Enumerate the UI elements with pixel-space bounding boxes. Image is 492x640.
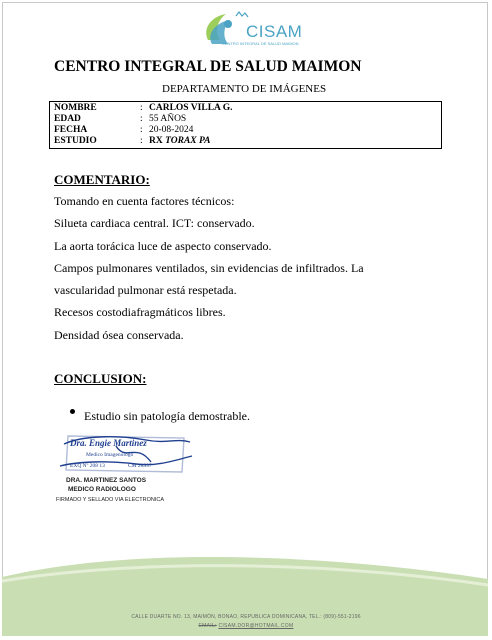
patient-name-value: CARLOS VILLA G. [149, 103, 233, 113]
footer-email-link[interactable]: CISAM.DOR@HOTMAIL.COM [218, 623, 294, 629]
logo-name: CISAM [246, 22, 303, 41]
email-prefix: EMAIL: [198, 623, 217, 629]
signer-name: DRA. MARTINEZ SANTOS [66, 477, 147, 484]
signer-title: MEDICO RADIOLOGO [68, 486, 136, 493]
patient-date-value: 20-08-2024 [149, 125, 194, 135]
comentario-line: Recesos costodiafragmáticos libres. [54, 305, 226, 319]
document-title: CENTRO INTEGRAL DE SALUD MAIMON [54, 58, 362, 75]
stamp-exq: EXQ Nº 208 13 [70, 463, 105, 469]
study-prefix: RX [149, 136, 166, 146]
footer-email-line [0, 623, 492, 629]
signature-note: FIRMADO Y SELLADO VIA ELECTRONICA [56, 497, 164, 503]
patient-separator: : [140, 125, 143, 135]
patient-separator: : [140, 136, 143, 146]
comentario-line: Densidad ósea conservada. [54, 328, 184, 342]
signature-stamp [56, 432, 196, 478]
department-title: DEPARTAMENTO DE IMÁGENES [162, 83, 327, 95]
patient-label: EDAD [54, 114, 81, 124]
patient-age-value: 55 AÑOS [149, 114, 187, 124]
patient-study-value [149, 136, 210, 147]
patient-label: FECHA [54, 125, 88, 135]
study-name: TORAX PA [165, 136, 211, 146]
patient-label: ESTUDIO [54, 136, 97, 146]
conclusion-item: Estudio sin patología demostrable. [84, 409, 250, 423]
comentario-line: La aorta torácica luce de aspecto conservado. [54, 239, 272, 253]
stamp-name: Dra. Engie Martinez [70, 438, 147, 448]
stamp-title: Medico Imagenologo [86, 452, 134, 458]
patient-info-box [49, 101, 442, 149]
stamp-cm: CM 28557 [128, 463, 152, 469]
comentario-line: Tomando en cuenta factores técnicos: [54, 194, 235, 208]
logo-subtitle: CENTRO INTEGRAL DE SALUD MAIMON [222, 41, 299, 46]
bullet-icon [70, 409, 75, 414]
comentario-line: Campos pulmonares ventilados, sin evidencias de infiltrados. La [54, 261, 364, 275]
patient-label: NOMBRE [54, 103, 97, 113]
comentario-line: Silueta cardiaca central. ICT: conservado. [54, 216, 255, 230]
patient-separator: : [140, 103, 143, 113]
patient-separator: : [140, 114, 143, 124]
conclusion-heading: CONCLUSION: [54, 371, 147, 386]
comentario-line: vascularidad pulmonar está respetada. [54, 283, 237, 297]
comentario-heading: COMENTARIO: [54, 172, 150, 187]
footer-address: CALLE DUARTE NO. 13, MAIMÓN, BONAO, REPUBLICA DOMINICANA, TEL.: (809)-551-2196 [131, 614, 361, 620]
